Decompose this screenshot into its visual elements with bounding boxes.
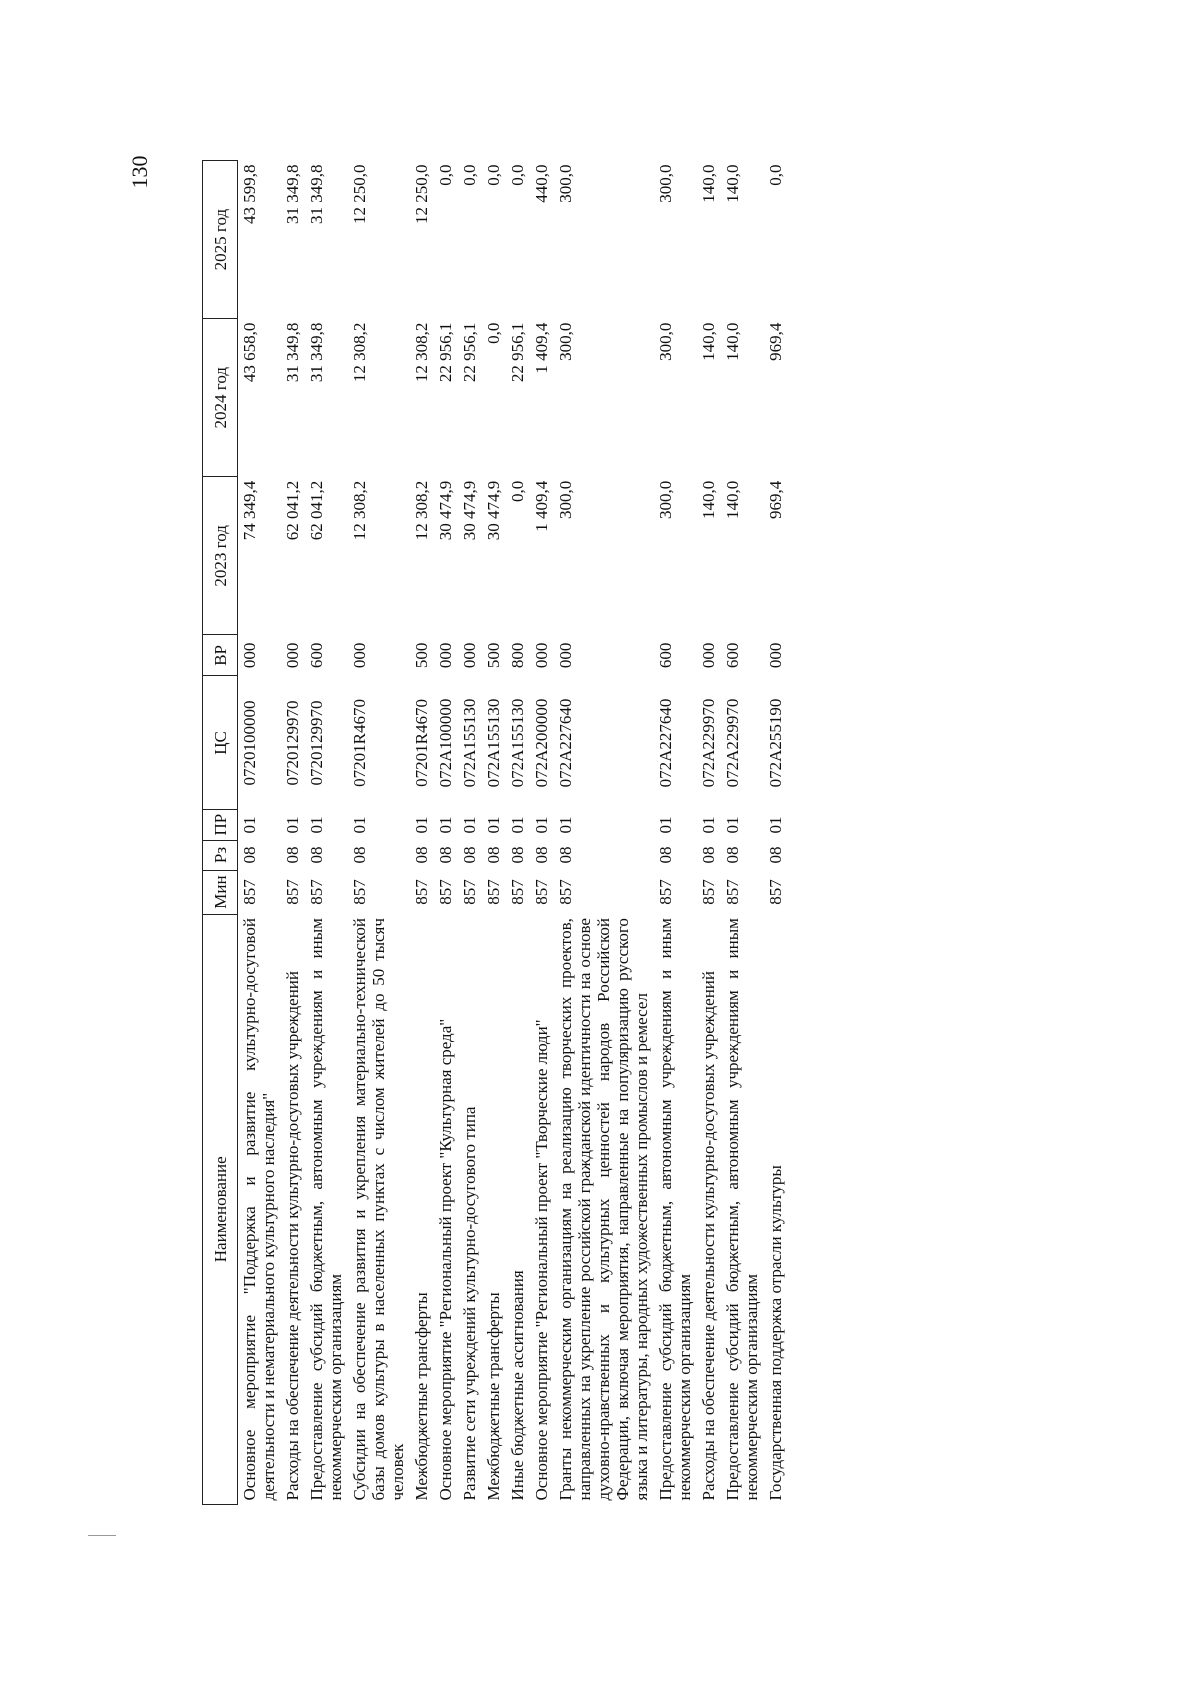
row-name: Предоставление субсидий бюджетным, автономным учреждениям и иным некоммерческим организациям [307,918,345,1501]
row-pr: 01 [723,816,742,834]
row-rz: 08 [723,846,742,864]
table-row [434,161,458,1505]
row-rz: 08 [532,846,551,864]
row-cs: 072A227640 [656,698,675,788]
row-2023: 74 349,4 [240,480,259,541]
row-min: 857 [436,879,455,905]
row-min: 857 [766,879,785,905]
row-2023: 12 308,2 [350,480,369,541]
row-2023: 300,0 [556,480,575,520]
row-cs: 0720100000 [240,700,259,786]
row-pr: 01 [556,816,575,834]
row-2025: 0,0 [484,164,503,186]
row-pr: 01 [436,816,455,834]
row-rz: 08 [766,846,785,864]
row-2024: 12 308,2 [412,322,431,383]
row-2024: 31 349,8 [307,322,326,383]
header-2023: 2023 год [203,477,238,635]
row-2023: 140,0 [723,480,742,520]
row-min: 857 [508,879,527,905]
row-vr: 500 [412,642,431,669]
row-2024: 969,4 [766,322,785,361]
row-2023: 300,0 [656,480,675,520]
row-name: Межбюджетные трансферты [412,1292,431,1501]
table-row [482,161,506,1505]
row-2025: 140,0 [723,164,742,203]
row-vr: 000 [766,642,785,669]
row-cs: 072A229970 [699,698,718,788]
row-2024: 22 956,1 [460,322,479,383]
table-body [238,161,794,1505]
row-pr: 01 [656,816,675,834]
row-rz: 08 [283,846,302,864]
row-name: Основное мероприятие "Региональный проект "Культурная среда" [436,1018,455,1501]
row-vr: 800 [508,642,527,669]
row-2025: 31 349,8 [283,164,302,224]
row-cs: 0720129970 [283,700,302,786]
row-rz: 08 [350,846,369,864]
row-name: Предоставление субсидий бюджетным, автономным учреждениям и иным некоммерческим организациям [723,918,761,1501]
row-rz: 08 [484,846,503,864]
row-2024: 300,0 [656,322,675,361]
row-min: 857 [283,879,302,905]
row-name: Расходы на обеспечение деятельности культурно-досуговых учреждений [283,970,302,1501]
table-header-row [203,161,238,1505]
row-min: 857 [556,879,575,905]
table-row [697,161,721,1505]
row-vr: 000 [532,642,551,669]
row-vr: 000 [283,642,302,669]
header-2024: 2024 год [203,319,238,477]
header-pr: ПР [203,810,238,840]
row-cs: 072A100000 [436,698,455,788]
row-2023: 30 474,9 [460,480,479,541]
row-pr: 01 [412,816,431,834]
table-row [554,161,654,1505]
row-vr: 000 [436,642,455,669]
row-vr: 000 [556,642,575,669]
row-2025: 0,0 [460,164,479,186]
row-name: Основное мероприятие "Поддержка и развитие культурно-досуговой деятельности и нематериального культурного наследия" [240,918,278,1501]
row-name: Иные бюджетные ассигнования [508,1270,527,1501]
row-2023: 62 041,2 [283,480,302,541]
row-cs: 072A227640 [556,698,575,788]
row-2024: 12 308,2 [350,322,369,383]
row-pr: 01 [508,816,527,834]
row-2024: 22 956,1 [436,322,455,383]
row-2024: 140,0 [699,322,718,361]
row-pr: 01 [699,816,718,834]
row-2025: 300,0 [656,164,675,203]
row-cs: 072A155130 [508,698,527,788]
row-min: 857 [412,879,431,905]
table-row [506,161,530,1505]
row-rz: 08 [508,846,527,864]
row-2025: 0,0 [766,164,785,186]
row-2025: 440,0 [532,164,551,203]
row-rz: 08 [436,846,455,864]
table-row [410,161,434,1505]
row-rz: 08 [412,846,431,864]
row-2023: 140,0 [699,480,718,520]
row-2023: 969,4 [766,480,785,520]
row-name: Государственная поддержка отрасли культуры [766,1165,785,1501]
rotated-table-container [202,160,1082,1505]
row-cs: 072A255190 [766,698,785,788]
row-2025: 43 599,8 [240,164,259,224]
row-min: 857 [484,879,503,905]
row-pr: 01 [283,816,302,834]
row-rz: 08 [307,846,326,864]
row-min: 857 [532,879,551,905]
row-2024: 1 409,4 [532,322,551,374]
row-cs: 0720129970 [307,700,326,786]
row-2025: 0,0 [436,164,455,186]
row-2023: 62 041,2 [307,480,326,541]
row-name: Предоставление субсидий бюджетным, автономным учреждениям и иным некоммерческим организациям [656,918,694,1501]
table-row [458,161,482,1505]
row-vr: 500 [484,642,503,669]
row-2024: 140,0 [723,322,742,361]
header-vr: ВР [203,635,238,676]
row-2024: 300,0 [556,322,575,361]
table-row [721,161,764,1505]
row-2024: 22 956,1 [508,322,527,383]
row-vr: 600 [307,642,326,669]
row-name: Межбюджетные трансферты [484,1292,503,1501]
row-2024: 43 658,0 [240,322,259,383]
row-cs: 072A229970 [723,698,742,788]
row-pr: 01 [240,816,259,834]
row-2023: 12 308,2 [412,480,431,541]
row-cs: 072A155130 [484,698,503,788]
scan-mark [88,1535,116,1536]
table-row [238,161,282,1505]
row-pr: 01 [460,816,479,834]
row-2024: 31 349,8 [283,322,302,383]
row-2025: 31 349,8 [307,164,326,224]
row-cs: 072A155130 [460,698,479,788]
page-number: 130 [127,155,152,189]
header-min: Мин [203,870,238,914]
row-min: 857 [723,879,742,905]
table-row [654,161,697,1505]
row-name: Расходы на обеспечение деятельности культурно-досуговых учреждений [699,970,718,1501]
header-name: Наименование [203,914,238,1504]
row-vr: 600 [656,642,675,669]
row-pr: 01 [766,816,785,834]
row-2025: 0,0 [508,164,527,186]
table-row [305,161,348,1505]
row-rz: 08 [460,846,479,864]
row-min: 857 [460,879,479,905]
row-2023: 0,0 [508,480,527,503]
header-cs: ЦС [203,676,238,810]
row-rz: 08 [699,846,718,864]
row-min: 857 [350,879,369,905]
row-2025: 140,0 [699,164,718,203]
row-2024: 0,0 [484,322,503,344]
row-rz: 08 [240,846,259,864]
row-vr: 600 [723,642,742,669]
row-name: Субсидии на обеспечение развития и укрепления материально-технической базы домов культуры в населенных пунктах с числом жителей до 50 тысяч человек [350,918,407,1501]
table-row [281,161,305,1505]
row-pr: 01 [350,816,369,834]
row-cs: 07201R4670 [412,699,431,787]
row-rz: 08 [556,846,575,864]
row-pr: 01 [484,816,503,834]
row-name: Развитие сети учреждений культурно-досугового типа [460,1106,479,1501]
row-min: 857 [699,879,718,905]
row-rz: 08 [656,846,675,864]
row-vr: 000 [699,642,718,669]
row-name: Гранты некоммерческим организациям на реализацию творческих проектов, направленных на укрепление российской гражданской идентичности на основе духовно-нравственных и культурных ценностей народов Российской Федерации, включая мероприятия, направленные на популяризацию русского языка и литературы, народных художественных промыслов и ремесел [556,918,651,1501]
row-2023: 30 474,9 [484,480,503,541]
row-2025: 12 250,0 [412,164,431,224]
header-rz: Рз [203,840,238,870]
table-row [530,161,554,1505]
row-pr: 01 [532,816,551,834]
row-pr: 01 [307,816,326,834]
row-min: 857 [240,879,259,905]
row-cs: 072A200000 [532,698,551,788]
table-row [348,161,410,1505]
row-cs: 07201R4670 [350,699,369,787]
row-min: 857 [656,879,675,905]
row-min: 857 [307,879,326,905]
header-2025: 2025 год [203,161,238,319]
row-2025: 300,0 [556,164,575,203]
row-2025: 12 250,0 [350,164,369,224]
row-vr: 000 [460,642,479,669]
row-vr: 000 [350,642,369,669]
table-row [764,161,793,1505]
row-2023: 1 409,4 [532,480,551,532]
row-2023: 30 474,9 [436,480,455,541]
row-vr: 000 [240,642,259,669]
budget-table [202,160,793,1505]
row-name: Основное мероприятие "Региональный проект "Творческие люди" [532,1019,551,1501]
